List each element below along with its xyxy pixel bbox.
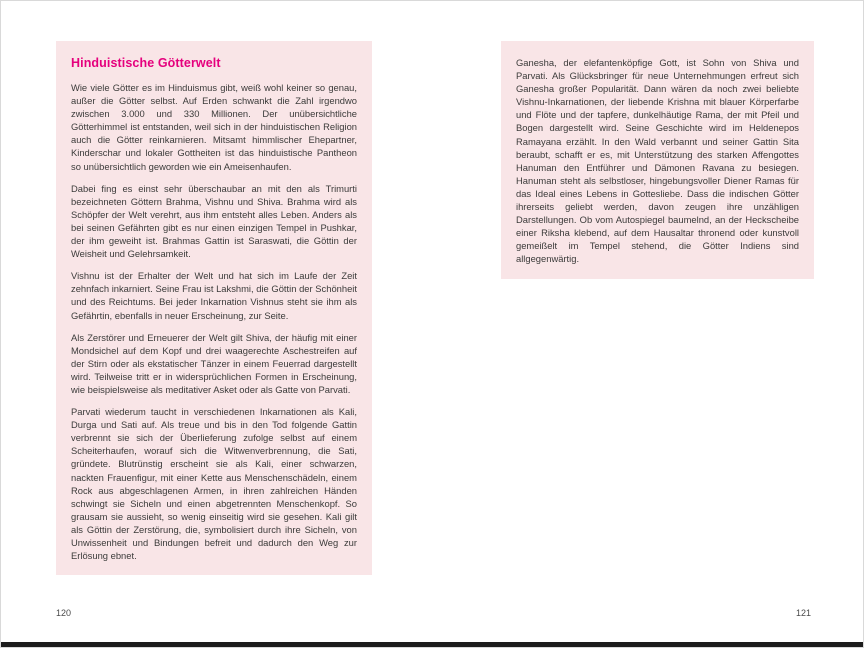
paragraph: Als Zerstörer und Erneuerer der Welt gilt Shiva, der häufig mit einer Mondsichel auf dem Kopf und drei waagerechte Aschestreifen auf der Stirn oder als ekstatischer Tänzer in einem Feuerrad dargestellt wird. Teilweise tritt er in widersprüchlichen Formen in Erscheinung, wie beispielsweise als meditativer Asket oder als Gatte von Parvati. [71, 331, 357, 395]
paragraph: Wie viele Götter es im Hinduismus gibt, weiß wohl keiner so genau, außer die Götter selbst. Auf Erden schwankt die Zahl irgendwo zwischen 3.000 und 330 Millionen. Der unübersichtliche Götterhimmel ist entstanden, weil sich in der hinduistischen Religion auch die Götter reinkarnieren. Mitsamt himmlischer Ehepartner, Kinderschar und lokaler Gottheiten ist das hinduistische Pantheon so unübersichtlich geworden wie ein Ameisenhaufen. [71, 82, 357, 172]
paragraph: Vishnu ist der Erhalter der Welt und hat sich im Laufe der Zeit zehnfach inkarniert. Seine Frau ist Lakshmi, die Göttin der Schönheit und des Reichtums. Bei jeder Inkarnation Vishnus steht sie ihm als Gefährtin, ebenfalls in neuer Erscheinung, zur Seite. [71, 270, 357, 321]
paragraph: Parvati wiederum taucht in verschiedenen Inkarnationen als Kali, Durga und Sati auf. Als treue und bis in den Tod folgende Gattin verbrennt sie sich der Überlieferung zufolge selbst auf einem Scheiterhaufen, worauf sich die Witwenverbrennung, die Sati, gründete. Blutrünstig erscheint sie als Kali, einer schwarzen, nackten Frauenfigur, mit einer Kette aus Menschenschädeln, einem Rock aus abgeschlagenen Armen, in ihren zahlreichen Händen schwingt sie Sicheln und einen abgetrennten Menschenkopf. So grausam sie aussieht, so wenig einseitig wird sie gesehen. Kali gilt als Göttin der Zerstörung, die, symbolisiert durch ihre Sicheln, von Unwissenheit und Bindungen befreit und dadurch den Weg zur Erlösung ebnet. [71, 406, 357, 562]
paragraph: Ganesha, der elefantenköpfige Gott, ist Sohn von Shiva und Parvati. Als Glücksbringer für neue Unternehmungen erfreut sich Ganesha großer Popularität. Dann wären da noch zwei beliebte Vishnu-Inkarnationen, der liebende Krishna mit blauer Körperfarbe und Flöte und der tapfere, dunkelhäutige Rama, der mit Pfeil und Bogen dargestellt wird. Seine Geschichte wird im Heldenepos Ramayana erzählt. In den Wald verbannt und seiner Gattin Sita beraubt, schafft er es, mit Unterstützung des starken Affengottes Hanuman den Entführer und Dämonen Ravana zu besiegen. Hanuman steht als selbstloser, hingebungsvoller Diener Ramas für das Ideal eines Lebens in Gottesliebe. Dass die indischen Götter ihrerseits geliebt werden, davon zeugen ihre unzähligen Darstellungen. Ob vom Autospiegel baumelnd, an der Heckscheibe einer Riksha klebend, auf dem Hausaltar thronend oder kunstvoll gemeißelt im Tempel stehend, die Götter Indiens sind allgegenwärtig. [516, 57, 799, 265]
paragraph: Dabei fing es einst sehr überschaubar an mit den als Trimurti bezeichneten Göttern Brahma, Vishnu und Shiva. Brahma wird als Schöpfer der Welt verehrt, aus ihm entsteht alles Leben. Anders als bei seinen Gefährten gibt es nur einen einzigen Tempel in Pushkar, der ihm geweiht ist. Brahmas Gattin ist Saraswati, die Göttin der Weisheit und Gelehrsamkeit. [71, 182, 357, 260]
left-text-box [56, 41, 372, 575]
section-heading: Hinduistische Götterwelt [71, 56, 221, 70]
page-number-left: 120 [56, 608, 72, 618]
right-text-box [501, 41, 814, 279]
bottom-bar [1, 642, 863, 647]
page-number-right: 121 [795, 608, 811, 618]
